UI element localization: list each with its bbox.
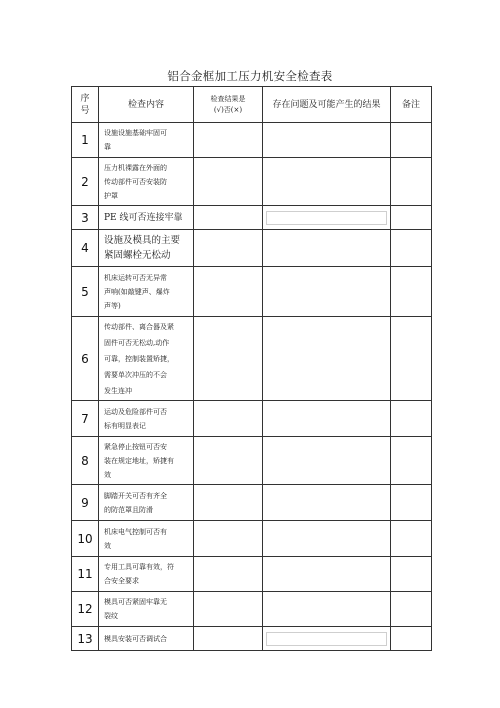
check-item: PE 线可否连接牢靠 bbox=[99, 206, 194, 230]
table-row bbox=[72, 437, 432, 485]
row-number: 6 bbox=[72, 317, 99, 401]
check-item: 传动部件、离合器及紧 固件可否无松动,动作 可靠，控制装置矫捷， 需要单次冲压的不会 发生连冲 bbox=[99, 317, 194, 401]
header-check-result: 检查结果是 (√)否(×) bbox=[194, 87, 263, 123]
issue-cell bbox=[263, 158, 391, 206]
check-item: 设施设施基础牢固可 靠 bbox=[99, 123, 194, 158]
table-row bbox=[72, 230, 432, 267]
document-title: 铝合金框加工压力机安全检查表 bbox=[167, 69, 333, 83]
note-cell bbox=[391, 206, 432, 230]
issue-cell bbox=[263, 267, 391, 317]
table-row bbox=[72, 267, 432, 317]
result-cell bbox=[194, 401, 263, 437]
result-cell bbox=[194, 557, 263, 592]
table-row bbox=[72, 485, 432, 521]
header-notes: 备注 bbox=[391, 87, 432, 123]
table-row bbox=[72, 317, 432, 401]
result-cell bbox=[194, 437, 263, 485]
row-number: 10 bbox=[72, 521, 99, 557]
table-row bbox=[72, 401, 432, 437]
result-cell bbox=[194, 521, 263, 557]
note-cell bbox=[391, 627, 432, 651]
issue-cell bbox=[263, 206, 391, 230]
table-row bbox=[72, 206, 432, 230]
note-cell bbox=[391, 267, 432, 317]
header-issues: 存在问题及可能产生的结果 bbox=[263, 87, 391, 123]
note-cell bbox=[391, 485, 432, 521]
row-number: 5 bbox=[72, 267, 99, 317]
check-item: 脚踏开关可否有齐全 的防范罩且防滑 bbox=[99, 485, 194, 521]
row-number: 12 bbox=[72, 592, 99, 627]
note-cell bbox=[391, 317, 432, 401]
issue-cell bbox=[263, 557, 391, 592]
table-row bbox=[72, 521, 432, 557]
input-box bbox=[266, 211, 387, 225]
result-cell bbox=[194, 485, 263, 521]
row-number: 2 bbox=[72, 158, 99, 206]
issue-cell bbox=[263, 521, 391, 557]
table-row bbox=[72, 592, 432, 627]
table-row bbox=[72, 158, 432, 206]
row-number: 7 bbox=[72, 401, 99, 437]
row-number: 1 bbox=[72, 123, 99, 158]
note-cell bbox=[391, 401, 432, 437]
check-item: 运动及危险部件可否 标有明显表记 bbox=[99, 401, 194, 437]
row-number: 13 bbox=[72, 627, 99, 651]
note-cell bbox=[391, 437, 432, 485]
check-item: 机床电气控制可否有 效 bbox=[99, 521, 194, 557]
row-number: 11 bbox=[72, 557, 99, 592]
issue-cell bbox=[263, 437, 391, 485]
safety-check-table bbox=[71, 86, 432, 651]
issue-cell bbox=[263, 123, 391, 158]
issue-cell bbox=[263, 401, 391, 437]
issue-cell bbox=[263, 592, 391, 627]
header-check-content: 检查内容 bbox=[99, 87, 194, 123]
result-cell bbox=[194, 267, 263, 317]
header-seq: 序 号 bbox=[72, 87, 99, 123]
check-item: 模具可否紧固牢靠无 裂纹 bbox=[99, 592, 194, 627]
row-number: 8 bbox=[72, 437, 99, 485]
result-cell bbox=[194, 592, 263, 627]
note-cell bbox=[391, 592, 432, 627]
check-item: 紧急停止按钮可否安 装在规定地址，矫捷有 效 bbox=[99, 437, 194, 485]
result-cell bbox=[194, 317, 263, 401]
issue-cell bbox=[263, 485, 391, 521]
table-row bbox=[72, 123, 432, 158]
row-number: 4 bbox=[72, 230, 99, 267]
row-number: 3 bbox=[72, 206, 99, 230]
note-cell bbox=[391, 158, 432, 206]
table-row bbox=[72, 627, 432, 651]
input-box bbox=[266, 632, 387, 646]
check-item: 设施及模具的主要 紧固螺栓无松动 bbox=[99, 230, 194, 267]
note-cell bbox=[391, 521, 432, 557]
result-cell bbox=[194, 123, 263, 158]
row-number: 9 bbox=[72, 485, 99, 521]
note-cell bbox=[391, 230, 432, 267]
check-item: 机床运转可否无异常 声响(如敲键声、爆炸 声等) bbox=[99, 267, 194, 317]
result-cell bbox=[194, 206, 263, 230]
check-item: 模具安装可否调试合 bbox=[99, 627, 194, 651]
table-row bbox=[72, 557, 432, 592]
result-cell bbox=[194, 627, 263, 651]
issue-cell bbox=[263, 230, 391, 267]
check-item: 压力机裸露在外面的 传动部件可否安装防 护罩 bbox=[99, 158, 194, 206]
result-cell bbox=[194, 158, 263, 206]
issue-cell bbox=[263, 317, 391, 401]
check-item: 专用工具可靠有效，符 合安全要求 bbox=[99, 557, 194, 592]
note-cell bbox=[391, 123, 432, 158]
table-header-row bbox=[72, 87, 432, 123]
issue-cell bbox=[263, 627, 391, 651]
note-cell bbox=[391, 557, 432, 592]
result-cell bbox=[194, 230, 263, 267]
